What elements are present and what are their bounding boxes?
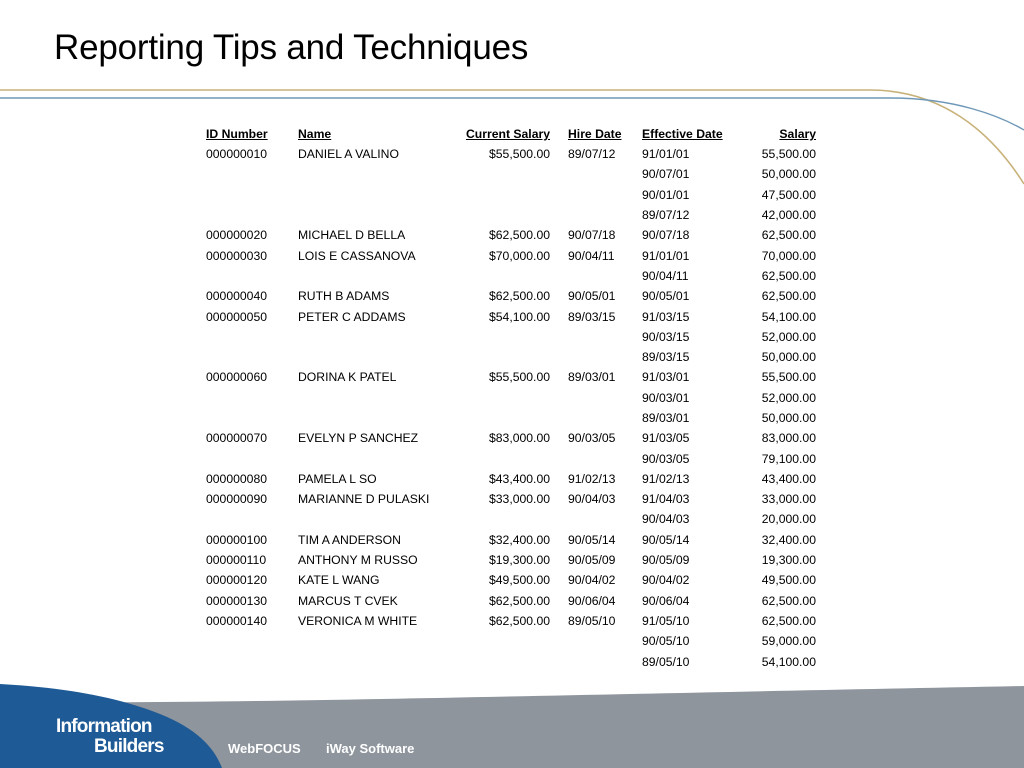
table-row	[200, 489, 816, 509]
col-header-effective-date: Effective Date	[642, 127, 723, 141]
cell-current-salary: $70,000.00	[489, 248, 550, 263]
cell-name: KATE L WANG	[298, 573, 380, 588]
cell-current-salary: $32,400.00	[489, 532, 550, 547]
cell-current-salary: $55,500.00	[489, 370, 550, 385]
table-row	[200, 327, 816, 347]
table-row	[200, 448, 816, 468]
cell-current-salary	[460, 347, 568, 367]
cell-name: MARCUS T CVEK	[298, 593, 398, 608]
cell-name: MICHAEL D BELLA	[298, 228, 406, 243]
col-header-current-salary: Current Salary	[466, 127, 550, 141]
cell-name	[298, 205, 460, 225]
table-row	[200, 306, 816, 326]
cell-salary: 59,000.00	[761, 634, 816, 649]
cell-hire-date	[568, 651, 642, 671]
cell-current-salary	[460, 266, 568, 286]
cell-id	[200, 448, 298, 468]
cell-effective-date: 89/07/12	[642, 208, 690, 223]
cell-name: DANIEL A VALINO	[298, 147, 399, 162]
cell-current-salary: $62,500.00	[489, 289, 550, 304]
table-row	[200, 388, 816, 408]
cell-name: EVELYN P SANCHEZ	[298, 431, 419, 446]
cell-effective-date: 91/03/05	[642, 431, 690, 446]
cell-id: 000000040	[206, 289, 268, 304]
cell-id	[200, 266, 298, 286]
cell-hire-date	[568, 448, 642, 468]
cell-effective-date: 91/02/13	[642, 471, 690, 486]
cell-effective-date: 89/03/15	[642, 350, 690, 365]
cell-hire-date: 90/04/02	[568, 573, 616, 588]
cell-current-salary: $49,500.00	[489, 573, 550, 588]
cell-salary: 62,500.00	[761, 228, 816, 243]
cell-name: VERONICA M WHITE	[298, 613, 418, 628]
cell-name: MARIANNE D PULASKI	[298, 492, 430, 507]
cell-name: PETER C ADDAMS	[298, 309, 406, 324]
cell-name	[298, 327, 460, 347]
cell-hire-date: 90/04/03	[568, 492, 616, 507]
table-row	[200, 550, 816, 570]
cell-salary: 43,400.00	[761, 471, 816, 486]
cell-hire-date: 89/03/01	[568, 370, 616, 385]
cell-id: 000000080	[206, 471, 268, 486]
cell-hire-date: 89/03/15	[568, 309, 616, 324]
cell-salary: 42,000.00	[761, 208, 816, 223]
cell-salary: 62,500.00	[761, 613, 816, 628]
cell-effective-date: 90/05/09	[642, 553, 690, 568]
cell-current-salary	[460, 631, 568, 651]
cell-id	[200, 388, 298, 408]
cell-salary: 20,000.00	[761, 512, 816, 527]
cell-name	[298, 388, 460, 408]
cell-salary: 79,100.00	[761, 451, 816, 466]
cell-salary: 62,500.00	[761, 289, 816, 304]
cell-id: 000000020	[206, 228, 268, 243]
cell-id	[200, 164, 298, 184]
table-row	[200, 530, 816, 550]
cell-current-salary	[460, 651, 568, 671]
cell-effective-date: 91/01/01	[642, 147, 690, 162]
cell-id: 000000010	[206, 147, 268, 162]
table-row	[200, 185, 816, 205]
cell-hire-date: 90/05/14	[568, 532, 616, 547]
cell-effective-date: 90/05/10	[642, 634, 690, 649]
cell-id	[200, 205, 298, 225]
logo-text-builders: Builders	[94, 736, 164, 757]
cell-current-salary: $19,300.00	[489, 553, 550, 568]
cell-id	[200, 651, 298, 671]
table-row	[200, 631, 816, 651]
cell-effective-date: 90/05/01	[642, 289, 690, 304]
cell-current-salary	[460, 185, 568, 205]
cell-hire-date	[568, 327, 642, 347]
cell-hire-date: 90/05/01	[568, 289, 616, 304]
cell-name	[298, 448, 460, 468]
table-row	[200, 245, 816, 265]
cell-salary: 49,500.00	[761, 573, 816, 588]
table-row	[200, 570, 816, 590]
table-row	[200, 611, 816, 631]
table-row	[200, 347, 816, 367]
salary-report-table	[200, 124, 816, 672]
cell-salary: 54,100.00	[761, 654, 816, 669]
table-row	[200, 205, 816, 225]
cell-effective-date: 90/06/04	[642, 593, 690, 608]
cell-name	[298, 509, 460, 529]
cell-name: RUTH B ADAMS	[298, 289, 390, 304]
cell-effective-date: 90/04/03	[642, 512, 690, 527]
cell-name: DORINA K PATEL	[298, 370, 397, 385]
cell-id	[200, 408, 298, 428]
cell-salary: 50,000.00	[761, 411, 816, 425]
cell-salary: 47,500.00	[761, 187, 816, 202]
cell-name	[298, 631, 460, 651]
cell-hire-date: 90/03/05	[568, 431, 616, 446]
cell-name: TIM A ANDERSON	[298, 532, 401, 547]
cell-current-salary	[460, 388, 568, 408]
cell-id: 000000070	[206, 431, 268, 446]
table-row	[200, 266, 816, 286]
cell-hire-date	[568, 266, 642, 286]
cell-hire-date: 90/06/04	[568, 593, 616, 608]
cell-name	[298, 185, 460, 205]
cell-id	[200, 327, 298, 347]
cell-effective-date: 90/03/01	[642, 390, 690, 405]
cell-effective-date: 90/07/18	[642, 228, 690, 243]
cell-name: ANTHONY M RUSSO	[298, 553, 418, 568]
table-row	[200, 408, 816, 428]
cell-hire-date: 90/07/18	[568, 228, 616, 243]
cell-salary: 62,500.00	[761, 268, 816, 283]
col-header-hire-date: Hire Date	[568, 127, 622, 141]
product-webfocus: WebFOCUS	[228, 741, 301, 756]
cell-effective-date: 91/03/15	[642, 309, 690, 324]
cell-hire-date	[568, 205, 642, 225]
table-row	[200, 651, 816, 671]
cell-salary: 55,500.00	[761, 147, 816, 162]
cell-hire-date	[568, 388, 642, 408]
cell-current-salary: $62,500.00	[489, 593, 550, 608]
cell-current-salary: $62,500.00	[489, 613, 550, 628]
cell-id: 000000130	[206, 593, 268, 608]
cell-effective-date: 91/03/01	[642, 370, 690, 385]
header-row	[200, 124, 816, 144]
cell-name: LOIS E CASSANOVA	[298, 248, 416, 263]
cell-current-salary: $54,100.00	[489, 309, 550, 324]
cell-hire-date: 89/07/12	[568, 147, 616, 162]
table-row	[200, 509, 816, 529]
cell-current-salary	[460, 205, 568, 225]
table-row	[200, 367, 816, 387]
cell-effective-date: 90/03/05	[642, 451, 690, 466]
cell-name: PAMELA L SO	[298, 471, 377, 486]
cell-hire-date	[568, 185, 642, 205]
cell-salary: 70,000.00	[761, 248, 816, 263]
cell-current-salary	[460, 509, 568, 529]
cell-id: 000000100	[206, 532, 268, 547]
logo-text-information: Information	[56, 716, 152, 737]
cell-current-salary: $43,400.00	[489, 471, 550, 486]
cell-salary: 52,000.00	[761, 329, 816, 344]
cell-hire-date: 90/04/11	[568, 248, 615, 263]
cell-id	[200, 509, 298, 529]
cell-id: 000000050	[206, 309, 268, 324]
cell-effective-date: 91/01/01	[642, 248, 690, 263]
cell-current-salary	[460, 164, 568, 184]
cell-id: 000000060	[206, 370, 268, 385]
cell-salary: 32,400.00	[761, 532, 816, 547]
cell-hire-date: 89/05/10	[568, 613, 616, 628]
cell-effective-date: 90/05/14	[642, 532, 690, 547]
report-body	[200, 144, 816, 672]
cell-name	[298, 347, 460, 367]
product-iway-software: iWay Software	[326, 741, 415, 756]
cell-salary: 19,300.00	[761, 553, 816, 568]
cell-id	[200, 185, 298, 205]
cell-current-salary	[460, 327, 568, 347]
cell-id: 000000110	[206, 553, 267, 568]
cell-id: 000000030	[206, 248, 268, 263]
slide-title: Reporting Tips and Techniques	[54, 28, 529, 67]
cell-hire-date	[568, 509, 642, 529]
cell-effective-date: 90/04/11	[642, 268, 689, 283]
cell-salary: 83,000.00	[761, 431, 816, 446]
cell-id	[200, 631, 298, 651]
cell-id: 000000140	[206, 613, 268, 628]
cell-effective-date: 90/07/01	[642, 167, 690, 182]
cell-hire-date	[568, 631, 642, 651]
cell-current-salary	[460, 408, 568, 428]
cell-salary: 62,500.00	[761, 593, 816, 608]
cell-name	[298, 164, 460, 184]
cell-salary: 52,000.00	[761, 390, 816, 405]
cell-effective-date: 91/04/03	[642, 492, 690, 507]
table-row	[200, 286, 816, 306]
cell-effective-date: 91/05/10	[642, 613, 690, 628]
cell-hire-date: 90/05/09	[568, 553, 616, 568]
table-row	[200, 144, 816, 164]
cell-salary: 54,100.00	[761, 309, 816, 324]
cell-effective-date: 89/05/10	[642, 654, 690, 669]
cell-hire-date: 91/02/13	[568, 471, 616, 486]
cell-current-salary	[460, 448, 568, 468]
cell-effective-date: 90/03/15	[642, 329, 690, 344]
cell-salary: 33,000.00	[761, 492, 816, 507]
cell-hire-date	[568, 164, 642, 184]
cell-id: 000000120	[206, 573, 268, 588]
cell-hire-date	[568, 347, 642, 367]
cell-effective-date: 90/01/01	[642, 187, 690, 202]
table-row	[200, 225, 816, 245]
cell-hire-date	[568, 408, 642, 428]
table-row	[200, 469, 816, 489]
col-header-salary: Salary	[779, 127, 816, 141]
col-header-name: Name	[298, 127, 332, 141]
cell-current-salary: $83,000.00	[489, 431, 550, 446]
cell-name	[298, 266, 460, 286]
table-row	[200, 591, 816, 611]
table-row	[200, 164, 816, 184]
cell-effective-date: 89/03/01	[642, 411, 690, 425]
cell-current-salary: $62,500.00	[489, 228, 550, 243]
table-row	[200, 428, 816, 448]
cell-name	[298, 651, 460, 671]
cell-salary: 55,500.00	[761, 370, 816, 385]
cell-id: 000000090	[206, 492, 268, 507]
cell-id	[200, 347, 298, 367]
cell-effective-date: 90/04/02	[642, 573, 690, 588]
cell-current-salary: $55,500.00	[489, 147, 550, 162]
col-header-id: ID Number	[206, 127, 268, 141]
cell-salary: 50,000.00	[761, 350, 816, 365]
cell-salary: 50,000.00	[761, 167, 816, 182]
cell-current-salary: $33,000.00	[489, 492, 550, 507]
cell-name	[298, 408, 460, 428]
